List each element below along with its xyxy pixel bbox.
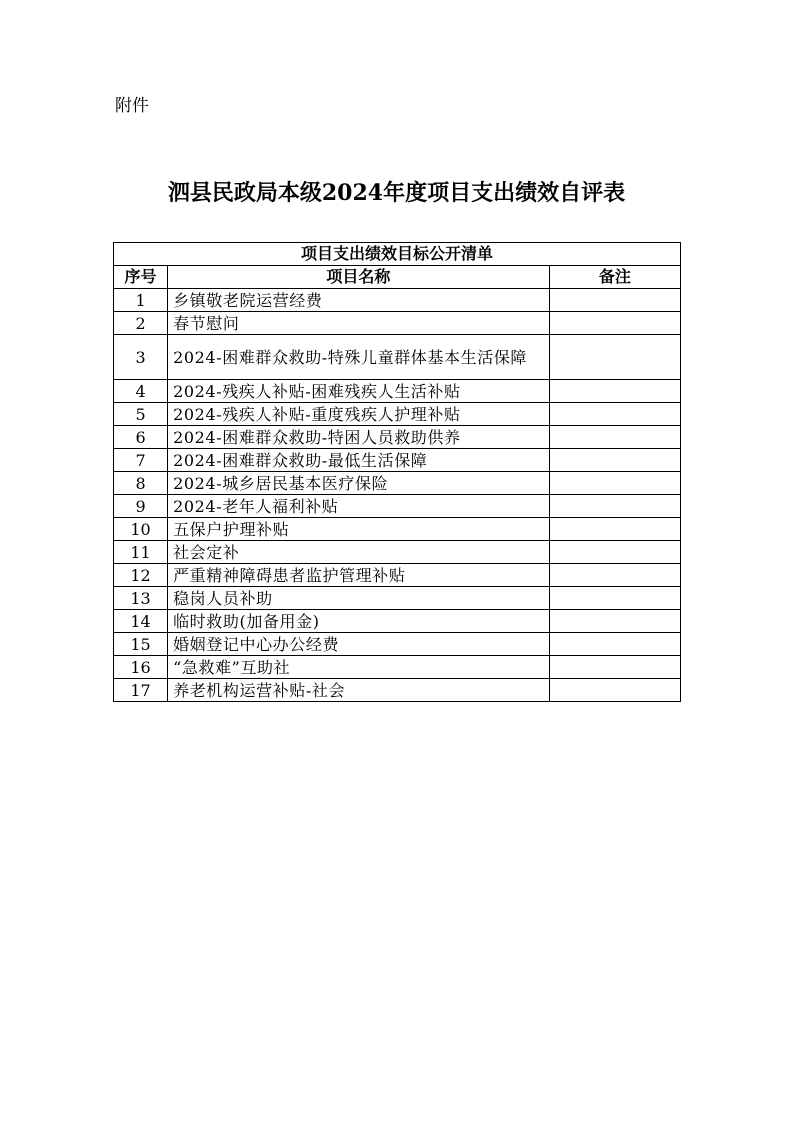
table-caption: 项目支出绩效目标公开清单: [114, 243, 681, 266]
table-row: [114, 679, 681, 702]
row-name: 2024-困难群众救助-最低生活保障: [168, 449, 550, 472]
table-row: [114, 380, 681, 403]
table-row: [114, 403, 681, 426]
row-note: [549, 380, 680, 403]
row-name: 临时救助(加备用金): [168, 610, 550, 633]
page-title: 泗县民政局本级2024年度项目支出绩效自评表: [167, 180, 626, 206]
row-no: 2: [114, 312, 168, 335]
row-note: [549, 679, 680, 702]
table-row: [114, 449, 681, 472]
table-row: [114, 472, 681, 495]
row-no: 4: [114, 380, 168, 403]
row-note: [549, 610, 680, 633]
table-row: [114, 541, 681, 564]
row-note: [549, 312, 680, 335]
row-name: 2024-困难群众救助-特困人员救助供养: [168, 426, 550, 449]
row-name: 养老机构运营补贴-社会: [168, 679, 550, 702]
header-note: 备注: [549, 266, 680, 289]
header-name: 项目名称: [168, 266, 550, 289]
row-name: 乡镇敬老院运营经费: [168, 289, 550, 312]
table-row: [114, 564, 681, 587]
row-note: [549, 633, 680, 656]
row-note: [549, 403, 680, 426]
row-name: 2024-老年人福利补贴: [168, 495, 550, 518]
table-row: [114, 633, 681, 656]
row-no: 3: [114, 335, 168, 380]
row-no: 17: [114, 679, 168, 702]
row-name: 稳岗人员补助: [168, 587, 550, 610]
header-no: 序号: [114, 266, 168, 289]
table-row: [114, 587, 681, 610]
table-row: [114, 656, 681, 679]
row-name: 社会定补: [168, 541, 550, 564]
row-no: 16: [114, 656, 168, 679]
row-note: [549, 426, 680, 449]
row-note: [549, 449, 680, 472]
table-row: [114, 426, 681, 449]
row-no: 13: [114, 587, 168, 610]
row-name: 2024-残疾人补贴-重度残疾人护理补贴: [168, 403, 550, 426]
row-no: 10: [114, 518, 168, 541]
row-name: 2024-城乡居民基本医疗保险: [168, 472, 550, 495]
row-no: 1: [114, 289, 168, 312]
table-row: [114, 335, 681, 380]
row-name: 婚姻登记中心办公经费: [168, 633, 550, 656]
row-no: 7: [114, 449, 168, 472]
row-no: 12: [114, 564, 168, 587]
row-name: 2024-困难群众救助-特殊儿童群体基本生活保障: [168, 335, 550, 380]
row-note: [549, 495, 680, 518]
row-name: 2024-残疾人补贴-困难残疾人生活补贴: [168, 380, 550, 403]
row-no: 6: [114, 426, 168, 449]
row-note: [549, 656, 680, 679]
attachment-label: 附件: [115, 96, 149, 116]
row-no: 15: [114, 633, 168, 656]
row-note: [549, 541, 680, 564]
table-row: [114, 610, 681, 633]
row-note: [549, 335, 680, 380]
row-name: “急救难”互助社: [168, 656, 550, 679]
project-list-table: [113, 242, 681, 702]
row-name: 五保户护理补贴: [168, 518, 550, 541]
row-note: [549, 518, 680, 541]
row-no: 8: [114, 472, 168, 495]
table-header-row: [114, 266, 681, 289]
row-note: [549, 472, 680, 495]
table-row: [114, 312, 681, 335]
table-row: [114, 495, 681, 518]
row-name: 严重精神障碍患者监护管理补贴: [168, 564, 550, 587]
table-row: [114, 518, 681, 541]
row-note: [549, 564, 680, 587]
row-no: 14: [114, 610, 168, 633]
row-no: 5: [114, 403, 168, 426]
table-caption-row: [114, 243, 681, 266]
row-no: 11: [114, 541, 168, 564]
row-note: [549, 587, 680, 610]
row-note: [549, 289, 680, 312]
table-row: [114, 289, 681, 312]
row-no: 9: [114, 495, 168, 518]
row-name: 春节慰问: [168, 312, 550, 335]
